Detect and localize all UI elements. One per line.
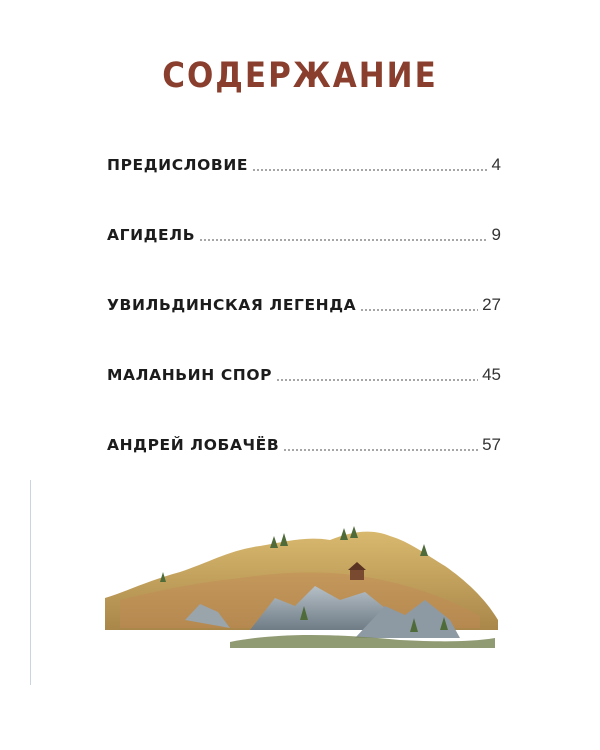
toc-entry-malanin-dispute[interactable] <box>107 359 501 384</box>
toc-entry-andrey-lobachev[interactable] <box>107 429 501 454</box>
toc-entry-uvildy-legend[interactable] <box>107 289 501 314</box>
table-of-contents <box>107 149 501 454</box>
toc-entry-page: 57 <box>482 435 501 454</box>
dot-leader <box>276 379 478 381</box>
page-title: СОДЕРЖАНИЕ <box>162 55 438 97</box>
dot-leader <box>252 169 487 171</box>
dot-leader <box>360 309 478 311</box>
toc-entry-title: МАЛАНЬИН СПОР <box>107 366 273 384</box>
toc-entry-page: 9 <box>491 225 501 244</box>
toc-entry-title: АНДРЕЙ ЛОБАЧЁВ <box>107 436 280 454</box>
toc-entry-preface[interactable] <box>107 149 501 174</box>
toc-entry-page: 4 <box>491 155 501 174</box>
toc-entry-title: ПРЕДИСЛОВИЕ <box>107 156 249 174</box>
toc-entry-agidel[interactable] <box>107 219 501 244</box>
dot-leader <box>199 239 487 241</box>
toc-entry-page: 45 <box>482 365 501 384</box>
page-edge-line <box>30 480 31 685</box>
toc-entry-title: УВИЛЬДИНСКАЯ ЛЕГЕНДА <box>107 296 357 314</box>
mountain-island-illustration <box>100 520 500 660</box>
dot-leader <box>283 449 478 451</box>
toc-entry-page: 27 <box>482 295 501 314</box>
toc-entry-title: АГИДЕЛЬ <box>107 226 196 244</box>
